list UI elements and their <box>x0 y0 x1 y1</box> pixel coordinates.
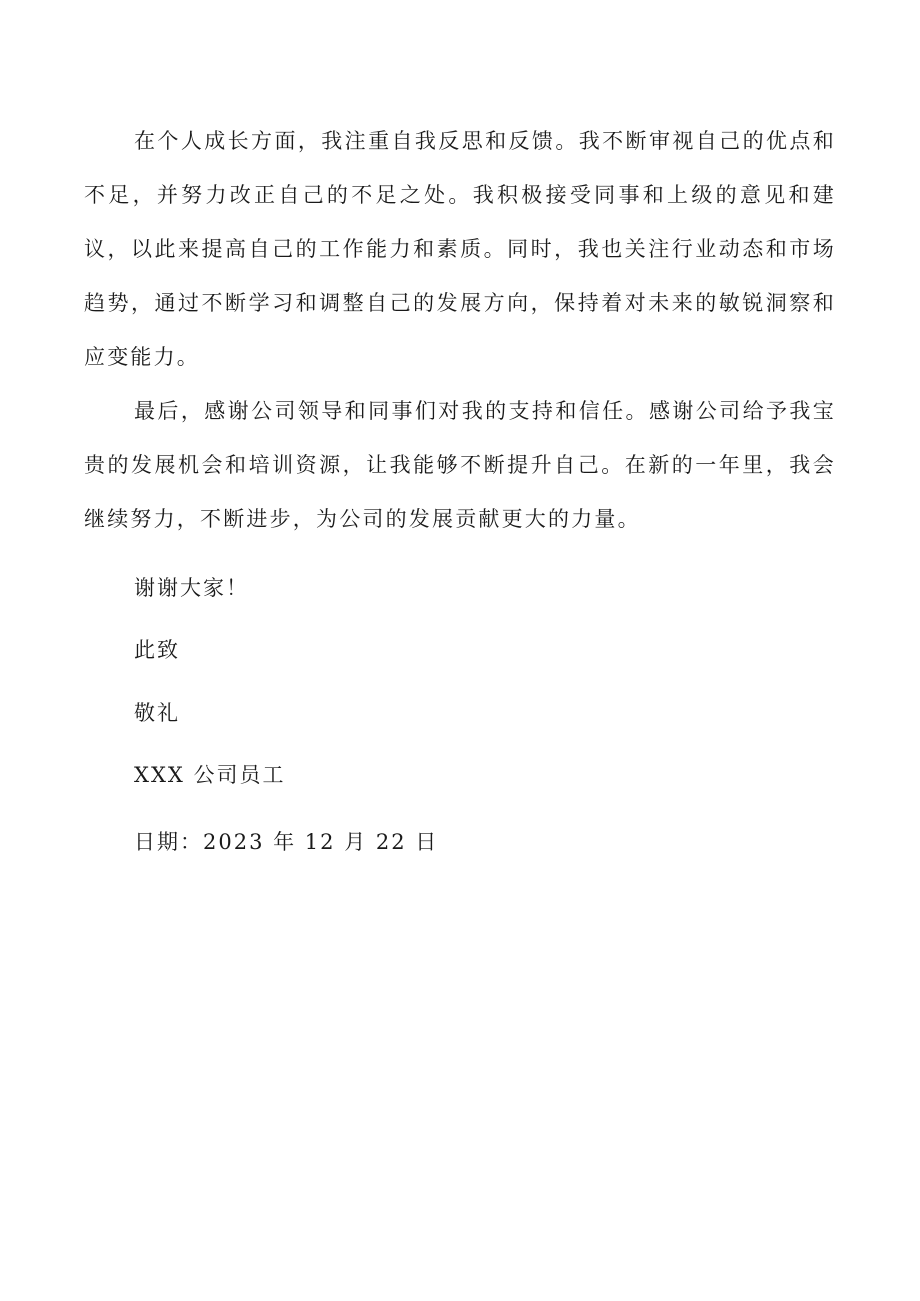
signature: XXX 公司员工 <box>134 763 286 787</box>
closing-regards: 敬礼 <box>134 701 180 725</box>
paragraph-personal-growth: 在个人成长方面，我注重自我反思和反馈。我不断审视自己的优点和不足，并努力改正自己的不足之处。我积极接受同事和上级的意见和建议，以此来提高自己的工作能力和素质。同时，我也关注行业动态和市场趋势，通过不断学习和调整自己的发展方向，保持着对未来的敏锐洞察和应变能力。 <box>84 129 836 369</box>
closing-salutation: 此致 <box>134 638 180 662</box>
thanks-line: 谢谢大家！ <box>134 576 249 600</box>
paragraph-acknowledgement: 最后，感谢公司领导和同事们对我的支持和信任。感谢公司给予我宝贵的发展机会和培训资源，让我能够不断提升自己。在新的一年里，我会继续努力，不断进步，为公司的发展贡献更大的力量。 <box>84 399 836 531</box>
date-line: 日期：2023 年 12 月 22 日 <box>134 830 439 854</box>
